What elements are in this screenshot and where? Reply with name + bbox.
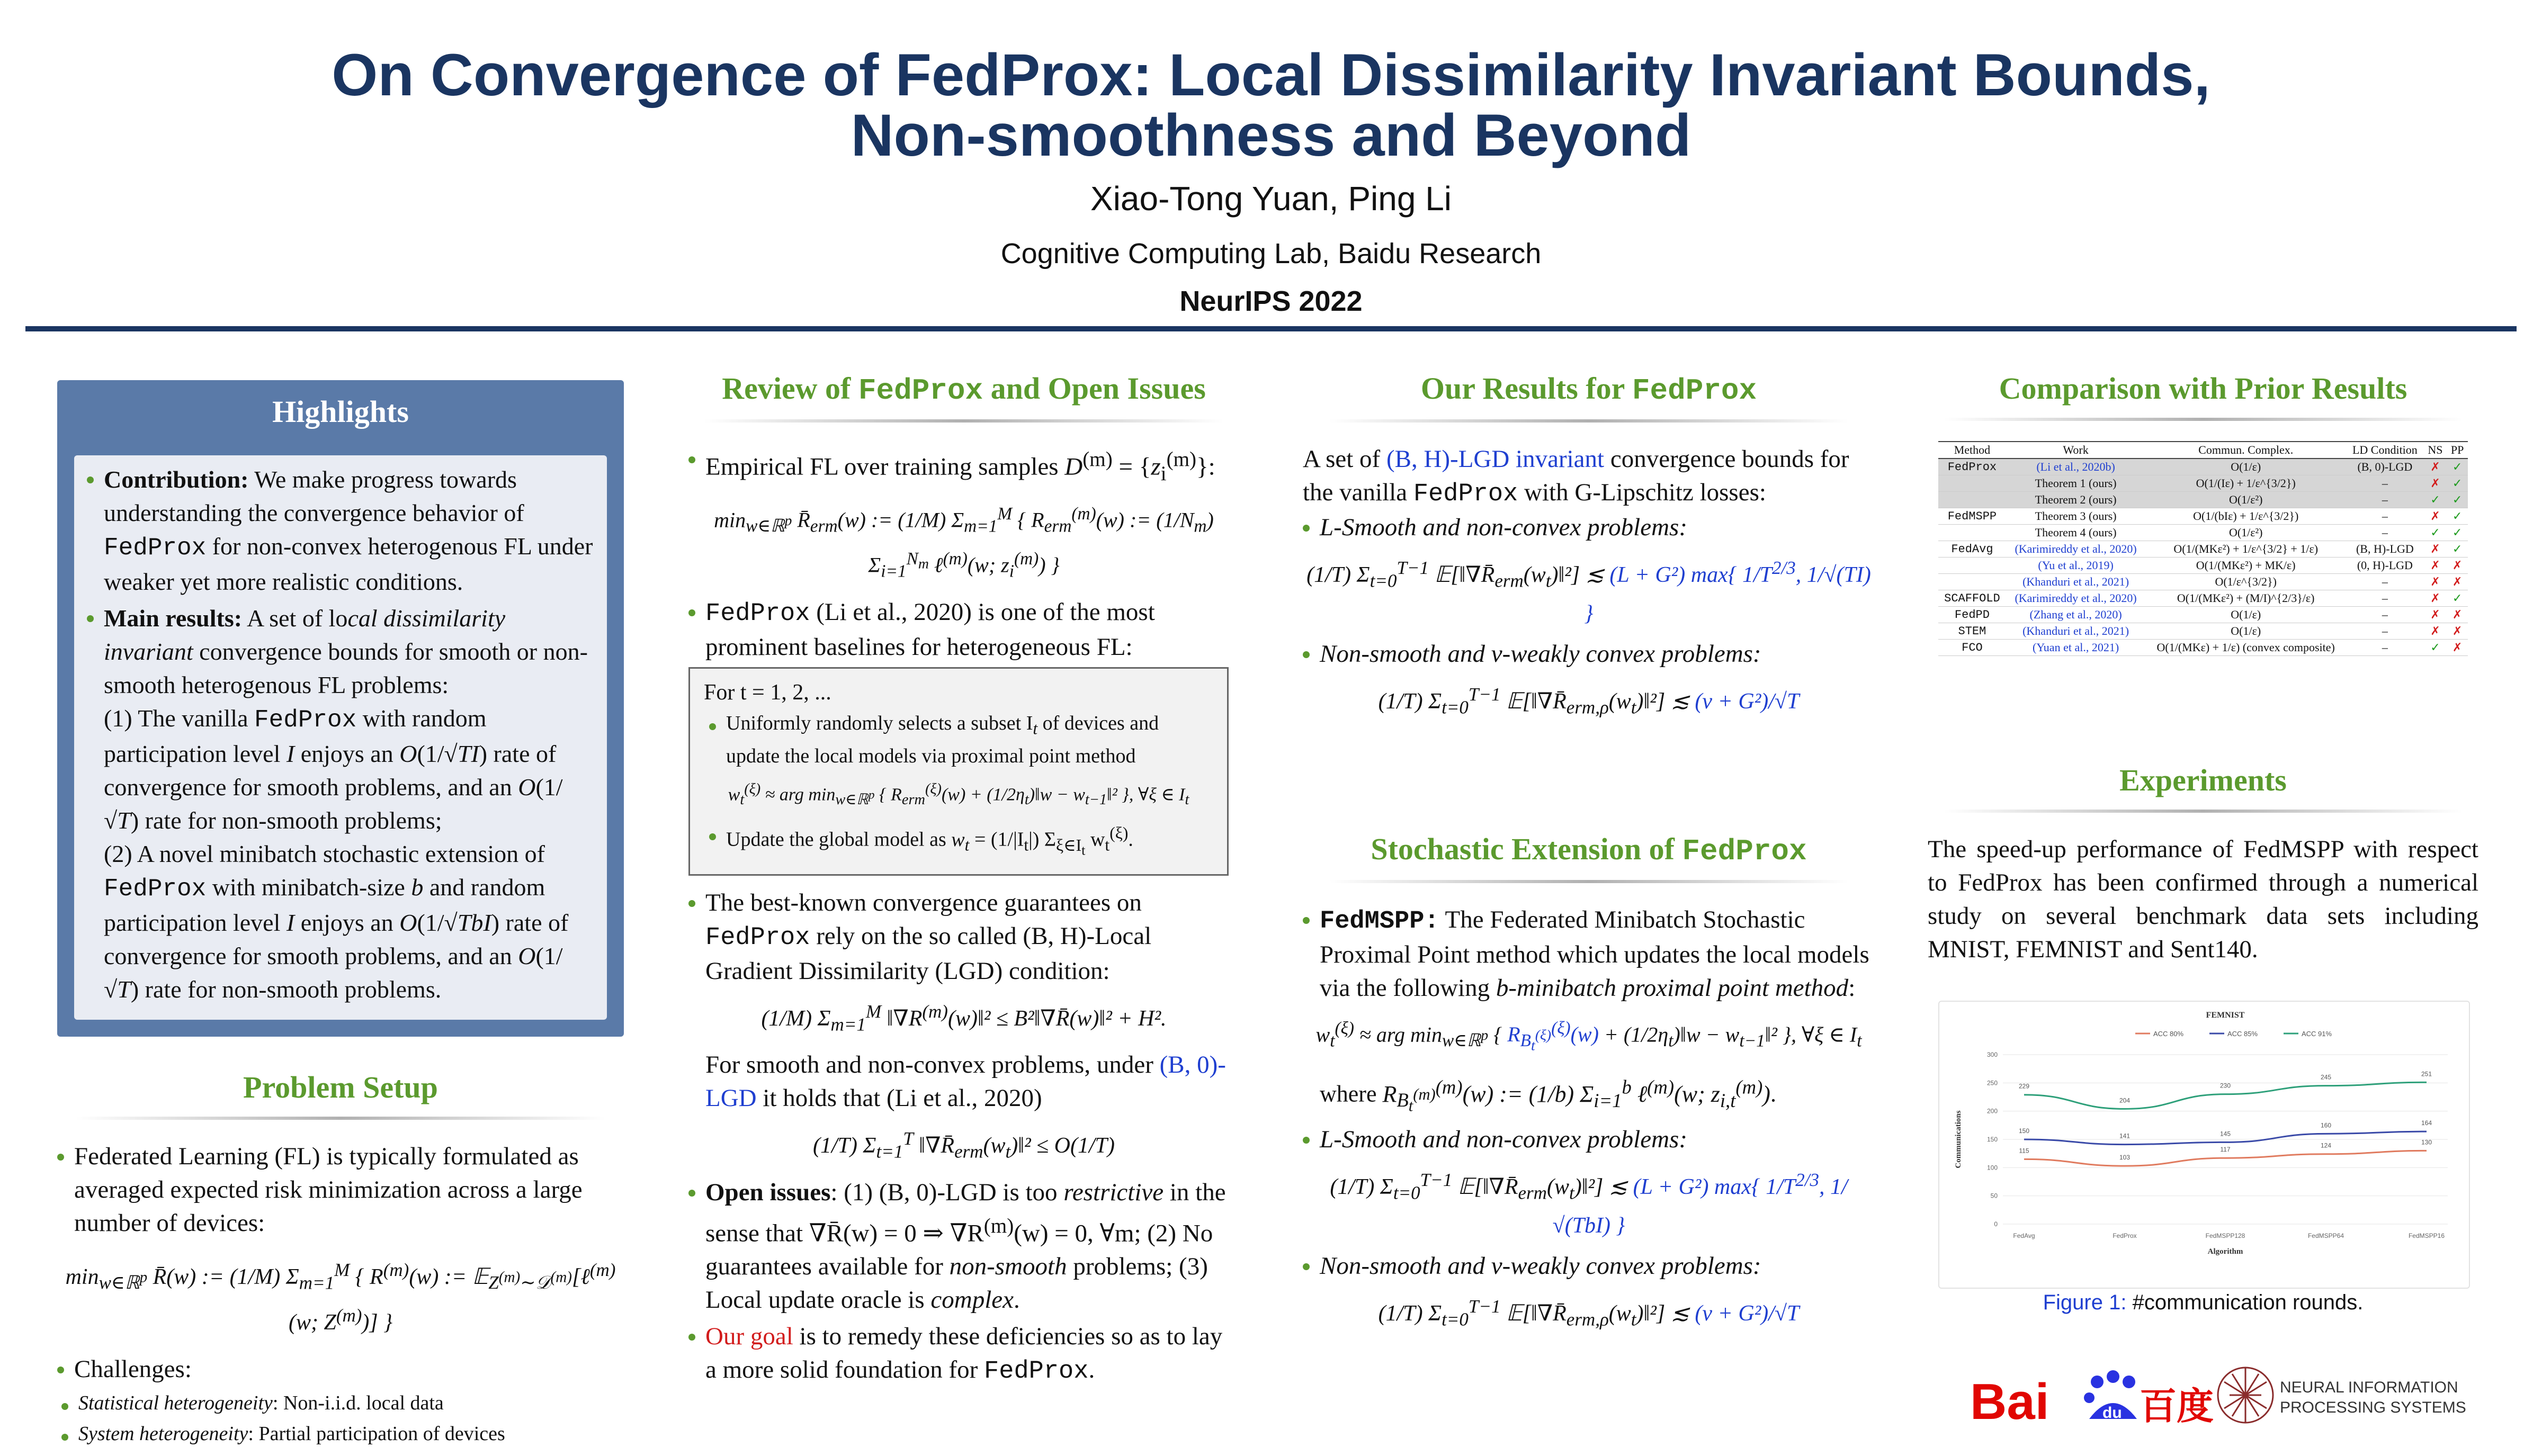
table-header-cell: PP [2447, 442, 2468, 459]
neurips-logo-line2: PROCESSING SYSTEMS [2280, 1399, 2466, 1416]
table-cell-comm: O(1/ε²) [2145, 525, 2346, 541]
table-row [1938, 508, 2468, 525]
fedprox-algorithm-box: For t = 1, 2, ... Uniformly randomly selects a subset $I_t$ of devices and update the local models via proximal point method $w_t^{(\xi)}$ ≈ arg $\min_{w\in ℝ^p}$ { $R_{erm}^{(\xi)}(w)$ + $(1/2\eta_t)‖w$ − $w_{t-1}‖^2$ }, ∀ξ ∈ $I_t$ Update the global model as $w_t = (1/|I_t|)$ $\Sigma_{\xi\in I_t}$ $w_t^{(\xi)}$. [688, 667, 1229, 876]
table-cell-work: (Khanduri et al., 2021) [2006, 574, 2145, 590]
data-label: 150 [2018, 1127, 2030, 1135]
table-cell-ns: ✗ [2424, 558, 2447, 574]
table-cell-method: FedProx [1938, 459, 2006, 475]
table-cell-comm: O(1/(MKε) + 1/ε) (convex composite) [2145, 640, 2346, 656]
table-row [1938, 558, 2468, 574]
y-tick-label: 50 [1990, 1192, 1998, 1200]
table-header-cell: Commun. Complex. [2145, 442, 2346, 459]
table-cell-method: STEM [1938, 623, 2006, 640]
table-cell-pp: ✗ [2447, 607, 2468, 623]
table-cell-work: Theorem 4 (ours) [2006, 525, 2145, 541]
data-label: 117 [2220, 1146, 2231, 1154]
table-row [1938, 640, 2468, 656]
results-title: Our Results for FedProx [1420, 371, 1757, 408]
challenges-label: Challenges: [57, 1353, 624, 1386]
table-cell-comm: O(1/ε²) [2145, 492, 2346, 508]
experiments-text: The speed-up performance of FedMSPP with respect to FedProx has been confirmed through a numerical study on several benchmark data sets including MNIST, FEMNIST and Sent140. [1928, 835, 2478, 963]
data-label: 245 [2320, 1073, 2332, 1081]
table-cell-work: Theorem 2 (ours) [2006, 492, 2145, 508]
table-header-cell: Method [1938, 442, 2006, 459]
comparison-title: Comparison with Prior Results [1999, 371, 2407, 406]
figure-caption: Figure 1: #communication rounds. [2043, 1291, 2364, 1314]
results-intro: A set of (B, H)-LGD invariant convergence bounds for the vanilla FedProx with G-Lipschitz losses: [1303, 445, 1849, 508]
table-cell-ld: (0, H)-LGD [2346, 558, 2424, 574]
table-cell-comm: O(1/(Iε) + 1/ε^{3/2}) [2145, 475, 2346, 492]
table-cell-ns: ✗ [2424, 623, 2447, 640]
table-cell-pp: ✓ [2447, 459, 2468, 475]
data-label: 115 [2019, 1147, 2029, 1155]
y-tick-label: 250 [1986, 1079, 1998, 1087]
table-cell-comm: O(1/ε) [2145, 459, 2346, 475]
table-cell-ld: – [2346, 590, 2424, 607]
highlights-title: Highlights [272, 394, 409, 429]
table-cell-pp: ✓ [2447, 541, 2468, 558]
authors: Xiao-Tong Yuan, Ping Li [1090, 179, 1452, 218]
review-open-issues: Open issues: (1) (B, 0)-LGD is too restrictive in the sense that ∇R̄(w) = 0 ⇒ $\nabla R^{(m)}(w) = 0$, ∀m; (2) No guarantees available for non-smooth problems; (3) Local update oracle is complex. [688, 1176, 1239, 1317]
x-tick-label: FedMSPP128 [2205, 1232, 2245, 1239]
affiliation: Cognitive Computing Lab, Baidu Research [1000, 238, 1542, 269]
table-cell-ns: ✗ [2424, 459, 2447, 475]
review-section: Review of FedProx and Open Issues Empirical FL over training samples $D^{(m)} = \{z_i^{(m)}\}$: $\min_{w\in ℝ^p}$ $R̄_{erm}(w)$ := (1/M) $\Sigma_{m=1}^M$ { $R_{erm}^{(m)}(w)$ := $(1/N_m)$ $\Sigma_{i=1}^{N_m}$ ℓ$^{(m)}$(w; $z_i^{(m)}$) } FedProx (Li et al., 2020) is one of the most prominent baselines for heterogeneous FL: For t = 1, 2, ... Uniformly randomly selects a subset $I_t$ of devices and update the local models via proximal point method $w_t^{(\xi)}$ ≈ arg $\min_{w\in ℝ^p}$ { $R_{erm}^{(\xi)}(w)$ + $(1/2\eta_t)‖w$ − $w_{t-1}‖^2$ }, ∀ξ ∈ $I_t$ Update the global model as $w_t = (1/|I_t|)$ $\Sigma_{\xi\in I_t}$ $w_t^{(\xi)}$. The best-known convergence guarantees on FedProx rely on the so called (B, H)-Local Gradient Dissimilarity (LGD) condition: (1/M) $\Sigma_{m=1}^M$ $‖\nabla R^{(m)}(w)‖^2$ ≤ B²‖∇R̄(w)‖² + H². For smooth and non-convex problems, under (B, 0)-LGD it holds that (Li et al., 2020) (1/T) $\Sigma_{t=1}^T$ $‖\nabla R̄_{erm}(w_t)‖^2 \le O(1/T)$ Open issues: (1) (B, 0)-LGD is too restrictive in the sense that ∇R̄(w) = 0 ⇒ $\nabla R^{(m)}(w) = 0$, ∀m; (2) No guarantees available for non-smooth problems; (3) Local update oracle is complex. Our goal is to remedy these deficiencies so as to lay a more solid foundation for FedProx. [688, 371, 1239, 1391]
neurips-logo [2214, 1355, 2466, 1435]
table-cell-method [1938, 475, 2006, 492]
highlight-contribution: Contribution: We make progress towards understanding the convergence behavior of FedProx for non-convex heterogenous FL under weaker yet more realistic conditions. [87, 463, 594, 598]
x-tick-label: FedMSPP64 [2307, 1232, 2344, 1239]
stochastic-section: Stochastic Extension of FedProx FedMSPP: The Federated Minibatch Stochastic Proximal Point method which updates the local models via the following b-minibatch proximal point method: $w_t^{(\xi)}$ ≈ arg $\min_{w\in ℝ^p}$ { $R_{B_t^{(\xi)}}^{(\xi)}(w)$ + $(1/2\eta_t)‖w$ − $w_{t-1}‖^2$ }, ∀ξ ∈ $I_t$ where $R_{B_t^{(m)}}^{(m)}(w)$ := (1/b) $\Sigma_{i=1}^b$ ℓ$^{(m)}$(w; $z_{i,t}^{(m)}$). L-Smooth and non-convex problems: (1/T) $\Sigma_{t=0}^{T-1}$ $𝔼[‖\nabla R̄_{erm}(w_t)‖^2]$ ≲ (L + G²) max{ $1/T^{2/3}$, 1/√(TbI) } Non-smooth and ν-weakly convex problems: (1/T) $\Sigma_{t=0}^{T-1}$ $𝔼[‖\nabla R̄_{erm,\rho}(w_t)‖^2]$ ≲ (ν + G²)/√T [1303, 831, 1875, 1344]
experiments-title: Experiments [2119, 763, 2287, 797]
experiments-section [1928, 762, 2478, 966]
table-cell-ld: – [2346, 508, 2424, 525]
table-cell-ld: – [2346, 623, 2424, 640]
table-cell-ld: – [2346, 607, 2424, 623]
table-cell-ld: – [2346, 475, 2424, 492]
stochastic-title: Stochastic Extension of FedProx [1371, 832, 1807, 868]
table-cell-pp: ✗ [2447, 558, 2468, 574]
svg-text:百度: 百度 [2140, 1385, 2214, 1428]
table-cell-ns: ✗ [2424, 541, 2447, 558]
results-section: Our Results for FedProx A set of (B, H)-LGD invariant convergence bounds for the vanilla FedProx with G-Lipschitz losses: L-Smooth and non-convex problems: (1/T) $\Sigma_{t=0}^{T-1}$ $𝔼[‖\nabla R̄_{erm}(w_t)‖^2]$ ≲ (L + G²) max{ $1/T^{2/3}$, 1/√(TI) } Non-smooth and ν-weakly convex problems: (1/T) $\Sigma_{t=0}^{T-1}$ $𝔼[‖\nabla R̄_{erm,\rho}(w_t)‖^2]$ ≲ (ν + G²)/√T [1303, 371, 1875, 732]
review-empirical-fl: Empirical FL over training samples $D^{(m)} = \{z_i^{(m)}\}$: [688, 443, 1239, 490]
x-tick-label: FedMSPP16 [2408, 1232, 2445, 1239]
y-tick-label: 0 [1994, 1220, 1998, 1228]
table-row [1938, 525, 2468, 541]
table-cell-ns: ✗ [2424, 508, 2447, 525]
table-header-cell: LD Condition [2346, 442, 2424, 459]
table-cell-pp: ✗ [2447, 574, 2468, 590]
svg-text:du: du [2102, 1404, 2122, 1422]
table-cell-work: (Khanduri et al., 2021) [2006, 623, 2145, 640]
table-cell-pp: ✗ [2447, 640, 2468, 656]
y-tick-label: 300 [1986, 1051, 1998, 1058]
review-title: Review of FedProx and Open Issues [722, 371, 1206, 408]
table-cell-method: FedMSPP [1938, 508, 2006, 525]
table-cell-comm: O(1/(MKε²) + 1/ε^{3/2} + 1/ε) [2145, 541, 2346, 558]
table-row [1938, 459, 2468, 475]
table-row [1938, 541, 2468, 558]
table-cell-work: Theorem 3 (ours) [2006, 508, 2145, 525]
table-cell-work: (Zhang et al., 2020) [2006, 607, 2145, 623]
problem-setup-title: Problem Setup [243, 1070, 438, 1104]
poster-title-line1: On Convergence of FedProx: Local Dissimilarity Invariant Bounds, [332, 42, 2210, 108]
table-row [1938, 475, 2468, 492]
table-cell-ns: ✓ [2424, 640, 2447, 656]
table-cell-work: (Li et al., 2020b) [2006, 459, 2145, 475]
table-header-cell: NS [2424, 442, 2447, 459]
table-cell-comm: O(1/(bIε) + 1/ε^{3/2}) [2145, 508, 2346, 525]
data-label: 124 [2320, 1142, 2332, 1149]
svg-text:Bai: Bai [1970, 1373, 2049, 1430]
table-row [1938, 574, 2468, 590]
fedmspp-description: FedMSPP: The Federated Minibatch Stochastic Proximal Point method which updates the local models via the following b-minibatch proximal point method: [1303, 903, 1875, 1005]
fedmspp-update-equation: $w_t^{(\xi)}$ ≈ arg $\min_{w\in ℝ^p}$ { $R_{B_t^{(\xi)}}^{(\xi)}(w)$ + $(1/2\eta_t)‖w$ − $w_{t-1}‖^2$ }, ∀ξ ∈ $I_t$ [1315, 1019, 1862, 1054]
table-cell-ns: ✓ [2424, 492, 2447, 508]
femnist-chart [1938, 1001, 2470, 1289]
data-label: 103 [2119, 1154, 2131, 1162]
data-label: 145 [2219, 1130, 2231, 1138]
results-smooth-bound: (1/T) $\Sigma_{t=0}^{T-1}$ $𝔼[‖\nabla R̄_{erm}(w_t)‖^2]$ ≲ (L + G²) max{ $1/T^{2/3}$, 1/√(TI) } [1306, 558, 1871, 626]
table-cell-ns: ✗ [2424, 574, 2447, 590]
review-fedprox-baseline: FedProx (Li et al., 2020) is one of the most prominent baselines for heterogeneous FL: [688, 596, 1239, 664]
table-cell-comm: O(1/(MKε²) + MK/ε) [2145, 558, 2346, 574]
table-cell-method [1938, 558, 2006, 574]
data-label: 204 [2119, 1097, 2131, 1104]
data-label: 251 [2421, 1070, 2432, 1078]
table-cell-ld: (B, 0)-LGD [2346, 459, 2424, 475]
comparison-section [1928, 371, 2478, 656]
y-axis-label: Communications [1954, 1110, 1963, 1169]
table-cell-method: SCAFFOLD [1938, 590, 2006, 607]
highlights-box [57, 380, 624, 1037]
table-cell-method [1938, 525, 2006, 541]
table-cell-work: Theorem 1 (ours) [2006, 475, 2145, 492]
stochastic-smooth-bound: (1/T) $\Sigma_{t=0}^{T-1}$ $𝔼[‖\nabla R̄_{erm}(w_t)‖^2]$ ≲ (L + G²) max{ $1/T^{2/3}$, 1/√(TbI) } [1330, 1169, 1848, 1238]
baidu-logo [1970, 1361, 2214, 1435]
y-tick-label: 100 [1986, 1164, 1998, 1172]
table-cell-comm: O(1/(MKε²) + (M/I)^{2/3}/ε) [2145, 590, 2346, 607]
li-bound-equation: (1/T) $\Sigma_{t=1}^T$ $‖\nabla R̄_{erm}(w_t)‖^2 \le O(1/T)$ [813, 1128, 1115, 1162]
x-tick-label: FedAvg [2013, 1232, 2035, 1239]
table-cell-pp: ✗ [2447, 623, 2468, 640]
table-cell-ld: – [2346, 525, 2424, 541]
chart-svg [1939, 1002, 2469, 1288]
table-cell-pp: ✓ [2447, 508, 2468, 525]
table-header-cell: Work [2006, 442, 2145, 459]
venue: NeurIPS 2022 [1179, 285, 1363, 317]
table-cell-method [1938, 492, 2006, 508]
stochastic-nonsmooth-bound: (1/T) $\Sigma_{t=0}^{T-1}$ $𝔼[‖\nabla R̄_{erm,\rho}(w_t)‖^2]$ ≲ (ν + G²)/√T [1378, 1296, 1800, 1330]
data-label: 230 [2219, 1082, 2231, 1090]
table-cell-comm: O(1/ε) [2145, 623, 2346, 640]
table-cell-pp: ✓ [2447, 492, 2468, 508]
challenge-statistical: Statistical heterogeneity: Non-i.i.d. local data [61, 1389, 624, 1417]
problem-setup-section [57, 1069, 624, 1451]
comparison-table [1938, 441, 2468, 656]
proximal-update-equation: $w_t^{(\xi)}$ ≈ arg $\min_{w\in ℝ^p}$ { $R_{erm}^{(\xi)}(w)$ + $(1/2\eta_t)‖w$ − $w_{t-1}‖^2$ }, ∀ξ ∈ $I_t$ [728, 781, 1189, 808]
data-label: 229 [2018, 1082, 2030, 1090]
header-divider [25, 326, 2517, 331]
table-cell-method: FCO [1938, 640, 2006, 656]
poster-title-line2: Non-smoothness and Beyond [851, 102, 1691, 168]
lgd-equation: (1/M) $\Sigma_{m=1}^M$ $‖\nabla R^{(m)}(w)‖^2$ ≤ B²‖∇R̄(w)‖² + H². [761, 1001, 1167, 1035]
erm-equation: $\min_{w\in ℝ^p}$ $R̄_{erm}(w)$ := (1/M) $\Sigma_{m=1}^M$ { $R_{erm}^{(m)}(w)$ := $(1/N_m)$ $\Sigma_{i=1}^{N_m}$ ℓ$^{(m)}$(w; $z_i^{(m)}$) } [714, 504, 1214, 581]
table-cell-ld: – [2346, 640, 2424, 656]
table-cell-work: (Karimireddy et al., 2020) [2006, 590, 2145, 607]
table-cell-pp: ✓ [2447, 590, 2468, 607]
table-cell-method: FedAvg [1938, 541, 2006, 558]
data-label: 164 [2421, 1119, 2432, 1127]
legend-label: ACC 85% [2227, 1030, 2258, 1038]
table-cell-work: (Yu et al., 2019) [2006, 558, 2145, 574]
table-cell-pp: ✓ [2447, 475, 2468, 492]
table-cell-ns: ✗ [2424, 607, 2447, 623]
neurips-logo-line1: NEURAL INFORMATION [2280, 1379, 2458, 1396]
table-cell-pp: ✓ [2447, 525, 2468, 541]
review-lgd-condition: The best-known convergence guarantees on FedProx rely on the so called (B, H)-Local Gradient Dissimilarity (LGD) condition: [688, 886, 1239, 988]
table-cell-ld: – [2346, 574, 2424, 590]
table-cell-ld: (B, H)-LGD [2346, 541, 2424, 558]
fl-objective-equation: $\min_{w\in ℝ^p}$ R̄(w) := (1/M) $\Sigma_{m=1}^M$ { $R^{(m)}(w)$ := 𝔼$_{Z^{(m)}\sim 𝒟^{(m)}}$[ℓ$^{(m)}$(w; $Z^{(m)}$)] } [65, 1260, 616, 1335]
table-cell-method: FedPD [1938, 607, 2006, 623]
data-label: 160 [2320, 1121, 2332, 1129]
highlight-main-results: Main results: A set of local dissimilarity invariant convergence bounds for smooth or non-smooth heterogenous FL problems: (1) The vanilla FedProx with random participation level I enjoys an O(1/√TI) rate of convergence for smooth problems, and an O(1/√T) rate for non-smooth problems; (2) A novel minibatch stochastic extension of FedProx with minibatch-size b and random participation level I enjoys an O(1/√TbI) rate of convergence for smooth problems, and an O(1/√T) rate for non-smooth problems. [87, 601, 594, 1006]
legend-label: ACC 80% [2153, 1030, 2184, 1038]
data-label: 141 [2119, 1132, 2131, 1140]
poster-header [0, 0, 2542, 339]
x-axis-label: Algorithm [2207, 1247, 2243, 1256]
table-cell-ns: ✗ [2424, 590, 2447, 607]
table-cell-ns: ✓ [2424, 525, 2447, 541]
legend-label: ACC 91% [2302, 1030, 2332, 1038]
table-cell-ns: ✗ [2424, 475, 2447, 492]
review-our-goal: Our goal is to remedy these deficiencies so as to lay a more solid foundation for FedProx. [688, 1320, 1239, 1388]
y-tick-label: 200 [1986, 1107, 1998, 1115]
table-row [1938, 607, 2468, 623]
highlights-content [74, 455, 607, 1020]
chart-title: FEMNIST [2206, 1011, 2245, 1020]
results-nonsmooth-bound: (1/T) $\Sigma_{t=0}^{T-1}$ $𝔼[‖\nabla R̄_{erm,\rho}(w_t)‖^2]$ ≲ (ν + G²)/√T [1378, 684, 1800, 718]
table-cell-comm: O(1/ε) [2145, 607, 2346, 623]
table-cell-work: (Yuan et al., 2021) [2006, 640, 2145, 656]
table-row [1938, 623, 2468, 640]
data-label: 130 [2421, 1138, 2432, 1146]
table-row [1938, 590, 2468, 607]
table-cell-work: (Karimireddy et al., 2020) [2006, 541, 2145, 558]
table-row [1938, 492, 2468, 508]
table-cell-comm: O(1/ε^{3/2}) [2145, 574, 2346, 590]
y-tick-label: 150 [1986, 1136, 1998, 1143]
table-cell-method [1938, 574, 2006, 590]
challenge-system: System heterogeneity: Partial participation of devices [61, 1420, 624, 1448]
table-cell-ld: – [2346, 492, 2424, 508]
problem-setup-p1: Federated Learning (FL) is typically formulated as averaged expected risk minimization across a large number of devices: [57, 1140, 624, 1240]
x-tick-label: FedProx [2113, 1232, 2137, 1239]
